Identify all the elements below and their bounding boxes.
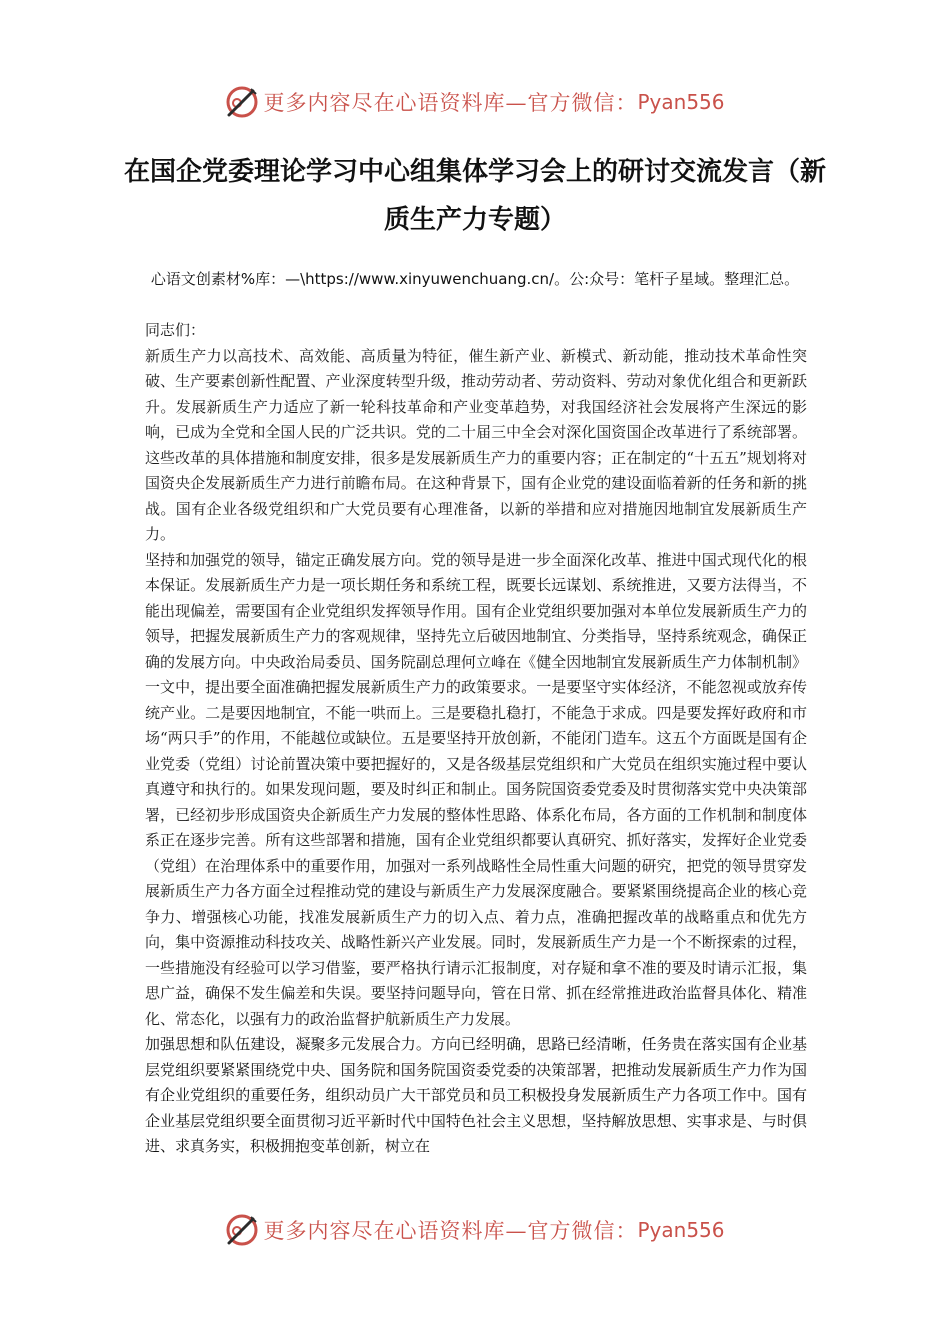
banner-text: 更多内容尽在心语资料库—官方微信： xyxy=(263,1219,638,1243)
greeting: 同志们： xyxy=(145,321,206,339)
pen-logo-icon xyxy=(225,85,259,119)
footer-watermark-banner xyxy=(0,1210,950,1250)
paragraph-team-building: 加强思想和队伍建设，凝聚多元发展合力。方向已经明确，思路已经清晰，任务贵在落实国有企业基层党组织要紧紧围绕党中央、国务院和国务院国资委党委的决策部署，把推动发展新质生产力作为国有企业党组织的重要任务，组织动员广大干部党员和员工积极投身发展新质生产力各项工作中。国有企业基层党组织要全面贯彻习近平新时代中国特色社会主义思想，坚持解放思想、实事求是、与时俱进、求真务实，积极拥抱变革创新，树立在 xyxy=(145,1035,807,1155)
pen-logo-icon xyxy=(225,1213,259,1247)
header-watermark-banner xyxy=(0,82,950,122)
banner-text: 更多内容尽在心语资料库—官方微信： xyxy=(263,91,638,115)
source-attribution: 心语文创素材%库：—\https://www.xinyuwenchuang.cn/。公:众号：笔杆子星域。整理汇总。 xyxy=(150,270,800,288)
document-body xyxy=(145,318,807,1160)
paragraph-leadership: 坚持和加强党的领导，锚定正确发展方向。党的领导是进一步全面深化改革、推进中国式现代化的根本保证。发展新质生产力是一项长期任务和系统工程，既要长远谋划、系统推进，又要方法得当，不能出现偏差，需要国有企业党组织发挥领导作用。国有企业党组织要加强对本单位发展新质生产力的领导，把握发展新质生产力的客观规律，坚持先立后破因地制宜、分类指导，坚持系统观念，确保正确的发展方向。中央政治局委员、国务院副总理何立峰在《健全因地制宜发展新质生产力体制机制》一文中，提出要全面准确把握发展新质生产力的政策要求。一是要坚守实体经济，不能忽视或放弃传统产业。二是要因地制宜，不能一哄而上。三是要稳扎稳打，不能急于求成。四是要发挥好政府和市场“两只手”的作用，不能越位或缺位。五是要坚持开放创新，不能闭门造车。这五个方面既是国有企业党委（党组）讨论前置决策中要把握好的，又是各级基层党组织和广大党员在组织实施过程中要认真遵守和执行的。如果发现问题，要及时纠正和制止。国务院国资委党委及时贯彻落实党中央决策部署，已经初步形成国资央企新质生产力发展的整体性思路、体系化布局，各方面的工作机制和制度体系正在逐步完善。所有这些部署和措施，国有企业党组织都要认真研究、抓好落实，发挥好企业党委（党组）在治理体系中的重要作用，加强对一系列战略性全局性重大问题的研究，把党的领导贯穿发展新质生产力各方面全过程推动党的建设与新质生产力发展深度融合。要紧紧围绕提高企业的核心竞争力、增强核心功能，找准发展新质生产力的切入点、着力点，准确把握改革的战略重点和优先方向，集中资源推动科技攻关、战略性新兴产业发展。同时，发展新质生产力是一个不断探索的过程，一些措施没有经验可以学习借鉴，要严格执行请示汇报制度，对存疑和拿不准的要及时请示汇报，集思广益，确保不发生偏差和失误。要坚持问题导向，管在日常、抓在经常推进政治监督具体化、精准化、常态化，以强有力的政治监督护航新质生产力发展。 xyxy=(145,550,807,1028)
banner-wechat-handle: Pyan556 xyxy=(637,1218,725,1242)
banner-wechat-handle: Pyan556 xyxy=(637,90,725,114)
paragraph-intro: 新质生产力以高技术、高效能、高质量为特征，催生新产业、新模式、新动能，推动技术革命性突破、生产要素创新性配置、产业深度转型升级，推动劳动者、劳动资料、劳动对象优化组合和更新跃升。发展新质生产力适应了新一轮科技革命和产业变革趋势，对我国经济社会发展将产生深远的影响，已成为全党和全国人民的广泛共识。党的二十届三中全会对深化国资国企改革进行了系统部署。这些改革的具体措施和制度安排，很多是发展新质生产力的重要内容；正在制定的“十五五”规划将对国资央企发展新质生产力进行前瞻布局。在这种背景下，国有企业党的建设面临着新的任务和新的挑战。国有企业各级党组织和广大党员要有心理准备，以新的举措和应对措施因地制宜发展新质生产力。 xyxy=(145,346,807,543)
document-title: 在国企党委理论学习中心组集体学习会上的研讨交流发言（新质生产力专题） xyxy=(123,157,826,235)
